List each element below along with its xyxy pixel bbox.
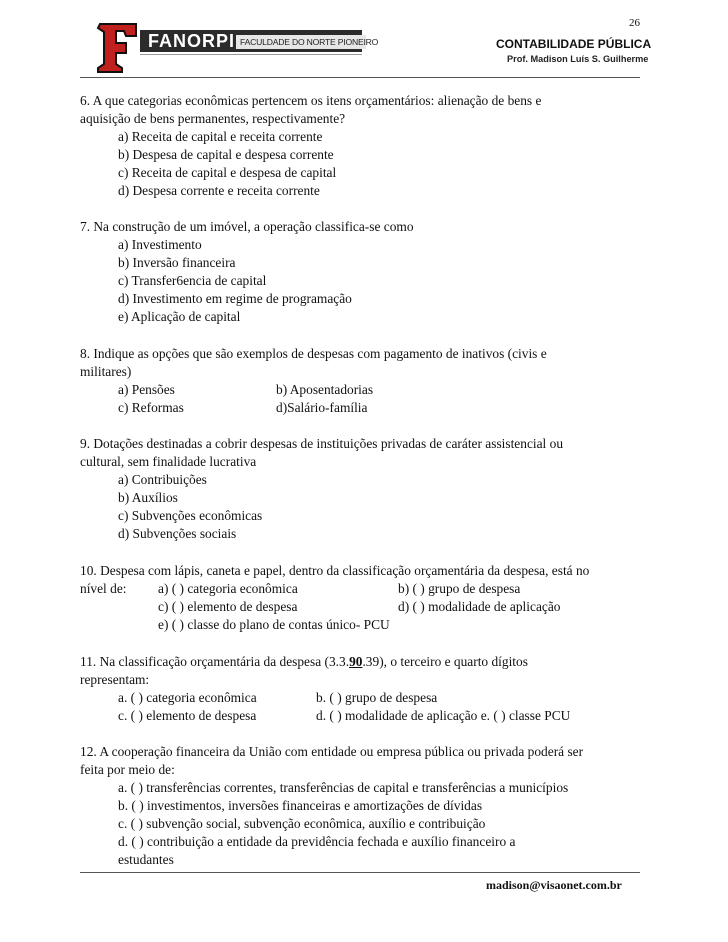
q7-text-line-1: 7. Na construção de um imóvel, a operação classifica-se como <box>80 219 414 234</box>
q12-option-d-continued: estudantes <box>118 852 174 867</box>
q10-option-c: c) ( ) elemento de despesa <box>158 599 298 614</box>
header-divider <box>80 77 640 78</box>
q6-option-b: b) Despesa de capital e despesa corrente <box>118 147 334 162</box>
q12-option-d: d. ( ) contribuição a entidade da previdência fechada e auxílio financeiro a <box>118 834 516 849</box>
professor-name: Prof. Madison Luís S. Guilherme <box>507 54 649 64</box>
q8-option-d: d)Salário-família <box>276 400 368 415</box>
q9-text-line-2: cultural, sem finalidade lucrativa <box>80 454 257 469</box>
q11-option-a: a. ( ) categoria econômica <box>118 690 257 705</box>
faculty-name: FACULDADE DO NORTE PIONEIRO <box>236 35 366 49</box>
q8-option-b: b) Aposentadorias <box>276 382 374 397</box>
q7-option-b: b) Inversão financeira <box>118 255 236 270</box>
q6-text-line-2: aquisição de bens permanentes, respectivamente? <box>80 111 346 126</box>
q12-option-b: b. ( ) investimentos, inversões financeiras e amortizações de dívidas <box>118 798 483 813</box>
q8-option-c: c) Reformas <box>118 400 184 415</box>
q10-option-b: b) ( ) grupo de despesa <box>398 581 521 596</box>
author-email: madison@visaonet.com.br <box>486 878 622 892</box>
q11-option-d-e: d. ( ) modalidade de aplicação e. ( ) classe PCU <box>316 708 571 723</box>
q8-text-line-2: militares) <box>80 364 132 379</box>
course-title: CONTABILIDADE PÚBLICA <box>496 37 652 51</box>
header-logo-rule <box>140 54 362 55</box>
q10-option-e: e) ( ) classe do plano de contas único- PCU <box>158 617 390 632</box>
q9-option-c: c) Subvenções econômicas <box>118 508 263 523</box>
q10-text-line-1: 10. Despesa com lápis, caneta e papel, dentro da classificação orçamentária da despesa, está no <box>80 563 590 578</box>
q11-text-pre: 11. Na classificação orçamentária da despesa (3.3. <box>80 654 350 669</box>
page-number: 26 <box>629 17 640 29</box>
brand-name: FANORPI <box>148 31 236 51</box>
q7-option-c: c) Transfer6encia de capital <box>118 273 267 288</box>
q9-option-a: a) Contribuições <box>118 472 207 487</box>
q9-option-d: d) Subvenções sociais <box>118 526 237 541</box>
footer-divider <box>80 872 640 873</box>
q10-option-a: a) ( ) categoria econômica <box>158 581 298 596</box>
q6-option-d: d) Despesa corrente e receita corrente <box>118 183 320 198</box>
q9-option-b: b) Auxílios <box>118 490 178 505</box>
q12-text-line-1: 12. A cooperação financeira da União com entidade ou empresa pública ou privada poderá ser <box>80 744 584 759</box>
q8-option-a: a) Pensões <box>118 382 175 397</box>
q11-text-post: .39), o terceiro e quarto dígitos <box>362 654 528 669</box>
q12-option-c: c. ( ) subvenção social, subvenção econômica, auxílio e contribuição <box>118 816 486 831</box>
q6-option-c: c) Receita de capital e despesa de capital <box>118 165 337 180</box>
q11-option-b: b. ( ) grupo de despesa <box>316 690 438 705</box>
q10-option-d: d) ( ) modalidade de aplicação <box>398 599 561 614</box>
q12-text-line-2: feita por meio de: <box>80 762 175 777</box>
q12-option-a: a. ( ) transferências correntes, transferências de capital e transferências a municípios <box>118 780 569 795</box>
q8-text-line-1: 8. Indique as opções que são exemplos de despesas com pagamento de inativos (civis e <box>80 346 547 361</box>
q7-option-e: e) Aplicação de capital <box>118 309 241 324</box>
q11-highlighted-digits: 90 <box>349 654 363 669</box>
fanorpi-logo-icon <box>96 22 140 74</box>
q7-option-d: d) Investimento em regime de programação <box>118 291 352 306</box>
q6-text-line-1: 6. A que categorias econômicas pertencem os itens orçamentários: alienação de bens e <box>80 93 542 108</box>
q10-level-label: nível de: <box>80 581 127 596</box>
q7-option-a: a) Investimento <box>118 237 202 252</box>
q11-text-line-2: representam: <box>80 672 150 687</box>
q11-option-c: c. ( ) elemento de despesa <box>118 708 257 723</box>
q9-text-line-1: 9. Dotações destinadas a cobrir despesas de instituições privadas de caráter assistencial ou <box>80 436 564 451</box>
q11-text-line-1 <box>80 653 528 671</box>
q6-option-a: a) Receita de capital e receita corrente <box>118 129 323 144</box>
